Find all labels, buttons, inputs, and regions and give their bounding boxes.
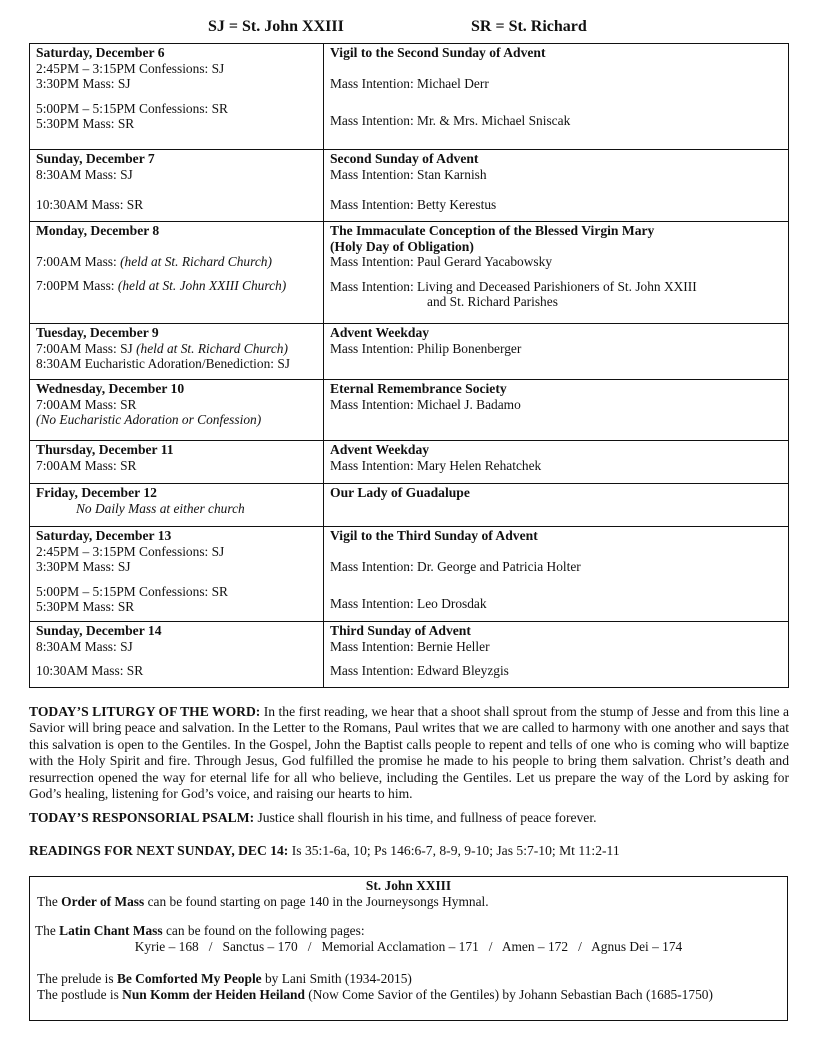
mass-intention: Mass Intention: Paul Gerard Yacabowsky: [330, 254, 553, 269]
time-entry: 7:00AM Mass: (held at St. Richard Church): [36, 253, 272, 269]
liturgy-heading: TODAY’S LITURGY OF THE WORD:: [29, 704, 261, 719]
schedule-row: [30, 324, 789, 380]
time-entry: 10:30AM Mass: SR: [36, 197, 144, 212]
day-label: Tuesday, December 9: [36, 325, 159, 340]
feast-title: The Immaculate Conception of the Blessed Virgin Mary: [330, 223, 655, 238]
schedule-row: [30, 222, 789, 324]
schedule-feast-cell: [324, 484, 789, 527]
schedule-feast-cell: [324, 222, 789, 324]
day-label: Monday, December 8: [36, 223, 160, 238]
schedule-feast-cell: [324, 441, 789, 484]
mass-intention: Mass Intention: Leo Drosdak: [330, 596, 487, 611]
mass-intention: Mass Intention: Mary Helen Rehatchek: [330, 457, 542, 473]
feast-title: Vigil to the Second Sunday of Advent: [330, 45, 546, 60]
schedule-feast-cell: [324, 527, 789, 622]
st-john-music-box: [29, 876, 788, 1021]
liturgy-of-the-word: [29, 704, 789, 802]
latin-chant-line: The Latin Chant Mass can be found on the following pages:: [35, 923, 365, 938]
time-entry: 3:30PM Mass: SJ: [36, 76, 131, 91]
day-label: Sunday, December 14: [36, 623, 162, 638]
schedule-note: No Daily Mass at either church: [76, 500, 245, 516]
mass-intention: Mass Intention: Stan Karnish: [330, 166, 487, 182]
time-entry: 7:00AM Mass: SR: [36, 457, 137, 473]
feast-title: Advent Weekday: [330, 442, 430, 457]
prelude-line: The prelude is Be Comforted My People by Lani Smith (1934-2015): [37, 971, 412, 986]
schedule-row: [30, 527, 789, 622]
schedule-row: [30, 484, 789, 527]
feast-title: Eternal Remembrance Society: [330, 381, 507, 396]
readings-heading: READINGS FOR NEXT SUNDAY, DEC 14:: [29, 843, 289, 858]
legend-sr: SR = St. Richard: [471, 18, 587, 35]
schedule-times-cell: [30, 622, 324, 688]
schedule-times-cell: [30, 441, 324, 484]
schedule-row: [30, 441, 789, 484]
schedule-times-cell: [30, 222, 324, 324]
mass-intention: Mass Intention: Dr. George and Patricia Holter: [330, 558, 581, 574]
mass-intention: Mass Intention: Mr. & Mrs. Michael Sniscak: [330, 113, 571, 128]
time-entry: 2:45PM – 3:15PM Confessions: SJ: [36, 543, 225, 559]
order-of-mass-line: The Order of Mass can be found starting on page 140 in the Journeysongs Hymnal.: [37, 894, 489, 909]
day-label: Thursday, December 11: [36, 442, 174, 457]
feast-subtitle: (Holy Day of Obligation): [330, 238, 474, 254]
postlude-line: The postlude is Nun Komm der Heiden Heiland (Now Come Savior of the Gentiles) by Johann Sebastian Bach (1685-1750): [37, 987, 713, 1002]
schedule-feast-cell: [324, 622, 789, 688]
mass-intention-continued: and St. Richard Parishes: [427, 294, 558, 309]
schedule-feast-cell: [324, 44, 789, 150]
schedule-times-cell: [30, 44, 324, 150]
time-entry: 2:45PM – 3:15PM Confessions: SJ: [36, 60, 225, 76]
location-note: (held at St. John XXIII Church): [117, 278, 287, 293]
schedule-row: [30, 44, 789, 150]
legend-sj: SJ = St. John XXIII: [208, 18, 344, 35]
readings-text: Is 35:1-6a, 10; Ps 146:6-7, 8-9, 9-10; Jas 5:7-10; Mt 11:2-11: [288, 843, 620, 858]
schedule-times-cell: [30, 150, 324, 222]
schedule-row: [30, 380, 789, 441]
location-note: (held at St. Richard Church): [136, 340, 288, 356]
feast-title: Third Sunday of Advent: [330, 623, 471, 638]
mass-intention: Mass Intention: Michael J. Badamo: [330, 396, 521, 412]
time-entry: 8:30AM Mass: SJ: [36, 638, 133, 654]
feast-title: Advent Weekday: [330, 325, 430, 340]
day-label: Sunday, December 7: [36, 151, 155, 166]
schedule-feast-cell: [324, 380, 789, 441]
responsorial-psalm: [29, 810, 789, 826]
location-note: (held at St. Richard Church): [120, 253, 272, 269]
schedule-times-cell: [30, 484, 324, 527]
schedule-times-cell: [30, 380, 324, 441]
mass-intention: Mass Intention: Edward Bleyzgis: [330, 663, 509, 678]
time-entry: 5:00PM – 5:15PM Confessions: SR: [36, 100, 228, 116]
parish-legend: [0, 18, 816, 40]
schedule-feast-cell: [324, 150, 789, 222]
liturgy-text: In the first reading, we hear that a shoot shall sprout from the stump of Jesse and from this line a Savior will bring peace and salvation. In the Letter to the Romans, Paul writes that we are called to harmony with one another and says that this salvation is open to the Gentiles. In the Gospel, John the Baptist calls people to repent and tells of one who is coming who will baptize with the Holy Spirit and fire. Through Jesus, God fulfilled the promise he made to his people to bring them salvation. Christ’s death and resurrection opened the way for eternal life for all who believe, including the Gentiles. Let us prepare the way of the Lord by asking for God’s healing, listening for God’s voice, and raising our hearts to him.: [29, 704, 789, 802]
schedule-times-cell: [30, 527, 324, 622]
feast-title: Vigil to the Third Sunday of Advent: [330, 528, 538, 543]
mass-schedule-table: [29, 43, 789, 688]
schedule-note: (No Eucharistic Adoration or Confession): [36, 412, 262, 427]
day-label: Friday, December 12: [36, 485, 157, 500]
schedule-row: [30, 622, 789, 688]
schedule-row: [30, 150, 789, 222]
psalm-text: Justice shall flourish in his time, and fullness of peace forever.: [254, 810, 597, 825]
time-entry: 3:30PM Mass: SJ: [36, 559, 131, 574]
day-label: Saturday, December 6: [36, 45, 165, 60]
time-entry: 5:00PM – 5:15PM Confessions: SR: [36, 583, 228, 599]
mass-intention: Mass Intention: Living and Deceased Parishioners of St. John XXIII: [330, 278, 697, 294]
psalm-heading: TODAY’S RESPONSORIAL PSALM:: [29, 810, 255, 825]
time-entry: 7:00AM Mass: SR: [36, 396, 137, 412]
time-entry: 10:30AM Mass: SR: [36, 663, 144, 678]
box-title: St. John XXIII: [365, 878, 452, 893]
time-entry: 7:00PM Mass: (held at St. John XXIII Church): [36, 278, 287, 293]
time-entry: 8:30AM Eucharistic Adoration/Benediction: SJ: [36, 356, 291, 371]
time-entry: 5:30PM Mass: SR: [36, 599, 135, 614]
feast-title: Our Lady of Guadalupe: [330, 485, 470, 500]
schedule-feast-cell: [324, 324, 789, 380]
mass-intention: Mass Intention: Bernie Heller: [330, 638, 490, 654]
mass-intention: Mass Intention: Philip Bonenberger: [330, 340, 522, 356]
mass-intention: Mass Intention: Michael Derr: [330, 75, 489, 91]
next-sunday-readings: [29, 843, 789, 859]
mass-intention: Mass Intention: Betty Kerestus: [330, 197, 497, 212]
day-label: Wednesday, December 10: [36, 381, 185, 396]
time-entry: 7:00AM Mass: SJ (held at St. Richard Church): [36, 340, 288, 356]
feast-title: Second Sunday of Advent: [330, 151, 479, 166]
time-entry: 8:30AM Mass: SJ: [36, 166, 133, 182]
latin-chant-pages: Kyrie – 168 / Sanctus – 170 / Memorial Acclamation – 171 / Amen – 172 / Agnus Dei – 174: [134, 939, 683, 954]
schedule-times-cell: [30, 324, 324, 380]
day-label: Saturday, December 13: [36, 528, 172, 543]
time-entry: 5:30PM Mass: SR: [36, 116, 135, 131]
